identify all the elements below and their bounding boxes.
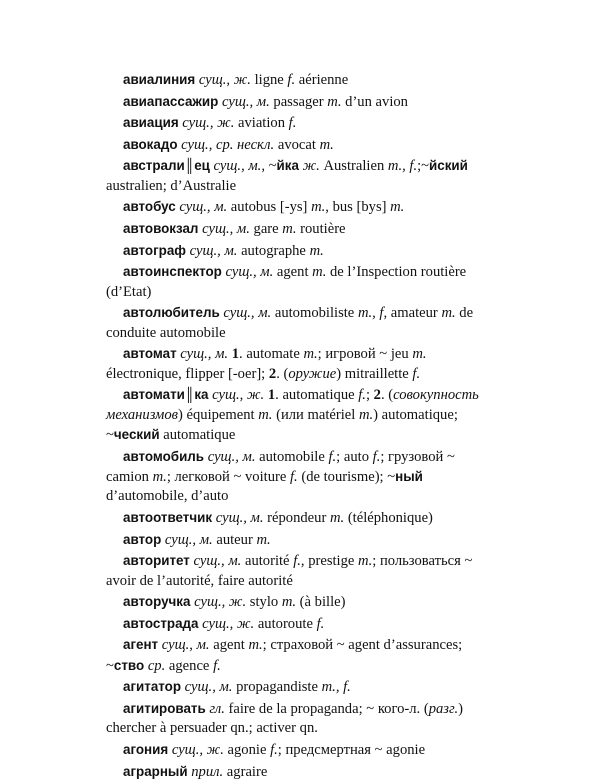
headword: агитатор bbox=[123, 679, 182, 695]
headword: авиация bbox=[123, 115, 179, 131]
grammar-label: m. bbox=[282, 220, 297, 237]
entry-text: autorité bbox=[241, 553, 294, 570]
grammar-label: m., f bbox=[357, 305, 384, 322]
dictionary-entry bbox=[106, 385, 501, 445]
entry-text: de conduite automobile bbox=[106, 305, 474, 341]
entry-text: . ( bbox=[380, 387, 394, 404]
grammar-label: m. bbox=[152, 468, 167, 485]
dictionary-entry bbox=[106, 699, 501, 739]
grammar-label: f. bbox=[412, 365, 421, 382]
grammar-label: сущ., м. bbox=[202, 220, 250, 237]
dictionary-entry bbox=[106, 635, 501, 676]
dictionary-entry bbox=[106, 156, 501, 196]
entry-text: (или matériel bbox=[272, 406, 359, 423]
entry-text: auteur bbox=[212, 531, 257, 548]
entry-text: aviation bbox=[234, 115, 289, 132]
sense-number: 2 bbox=[268, 365, 277, 382]
dictionary-entry bbox=[106, 113, 501, 133]
grammar-label: оружие bbox=[288, 365, 337, 382]
grammar-label: сущ., м. bbox=[180, 346, 229, 363]
entry-text: (à bille) bbox=[296, 594, 346, 611]
entry-text: ) automatique; ~ bbox=[106, 406, 458, 443]
headword: авторучка bbox=[123, 594, 191, 610]
entry-text: ) chercher à persuader qn.; activer qn. bbox=[106, 700, 464, 737]
grammar-label: m. bbox=[329, 509, 345, 526]
grammar-label: f. bbox=[288, 115, 297, 132]
entry-text: ) équipement bbox=[178, 406, 259, 423]
sense-number: 1 bbox=[267, 387, 276, 404]
dictionary-entry bbox=[106, 740, 501, 760]
entry-text: autographe bbox=[237, 242, 310, 259]
grammar-label: совокупность механизмов bbox=[106, 387, 479, 423]
headword: автоинспектор bbox=[123, 264, 222, 280]
entry-text: (de tourisme); ~ bbox=[297, 468, 396, 485]
entry-text: ; bbox=[365, 387, 374, 404]
grammar-label: m. bbox=[303, 346, 318, 363]
headword: автограф bbox=[123, 242, 186, 258]
grammar-label: сущ., м. bbox=[189, 242, 238, 259]
entry-text: d’automobile, d’auto bbox=[106, 488, 229, 505]
grammar-label: f. bbox=[270, 741, 278, 758]
grammar-label: m. bbox=[256, 531, 271, 548]
grammar-label: m. bbox=[309, 242, 324, 259]
entry-text: , amateur bbox=[383, 305, 442, 322]
headword: автор bbox=[123, 531, 162, 547]
headword: авокадо bbox=[123, 136, 178, 152]
headword: автомат bbox=[123, 346, 177, 362]
entry-text: . automatique bbox=[275, 387, 359, 404]
headword: авторитет bbox=[123, 553, 190, 569]
entry-text: . ( bbox=[276, 365, 289, 382]
grammar-label: m. bbox=[258, 406, 273, 423]
entry-text: australien; d’Australie bbox=[106, 177, 237, 194]
headword: авиапассажир bbox=[123, 93, 219, 109]
entry-text: de l’Inspection routière (d’Etat) bbox=[106, 264, 467, 300]
grammar-label: f. bbox=[372, 448, 381, 465]
grammar-label: f. bbox=[213, 657, 221, 674]
grammar-label: m., f. bbox=[321, 679, 351, 696]
entry-text: , ~ bbox=[261, 158, 277, 175]
dictionary-entry bbox=[106, 92, 501, 112]
dictionary-entry bbox=[106, 677, 501, 697]
headword: ческий bbox=[113, 426, 160, 442]
entry-text: ; грузовой ~ camion bbox=[106, 448, 455, 485]
entry-text: , bus [bys] bbox=[325, 199, 391, 216]
grammar-label: сущ., ж. bbox=[194, 594, 247, 611]
grammar-label: гл. bbox=[209, 700, 225, 717]
headword: автострада bbox=[123, 615, 199, 631]
grammar-label: f. bbox=[289, 468, 298, 485]
grammar-label: сущ., м. bbox=[161, 637, 210, 654]
grammar-label: сущ., м. bbox=[221, 93, 270, 110]
grammar-label: сущ., ж. bbox=[182, 115, 235, 132]
grammar-label: f. bbox=[316, 615, 325, 632]
entry-text: répondeur bbox=[263, 509, 330, 526]
grammar-label: m. bbox=[311, 199, 326, 216]
headword: ный bbox=[395, 468, 423, 484]
grammar-label: m. bbox=[441, 305, 456, 322]
grammar-label: m. bbox=[319, 136, 334, 153]
dictionary-entry bbox=[106, 762, 501, 782]
entry-text: passager bbox=[269, 93, 328, 110]
grammar-label: сущ., м. bbox=[179, 199, 228, 216]
grammar-label: f. bbox=[293, 553, 301, 570]
dictionary-entry bbox=[106, 70, 501, 90]
entry-text: autoroute bbox=[254, 615, 317, 632]
entry-text: agonie bbox=[223, 741, 271, 758]
entry-text: aérienne bbox=[295, 72, 349, 88]
grammar-label: сущ., м. bbox=[223, 305, 272, 322]
dictionary-entry bbox=[106, 262, 501, 302]
entry-text: (téléphonique) bbox=[344, 509, 433, 526]
entry-text: faire de la propaganda; ~ кого-л. ( bbox=[224, 700, 429, 717]
entry-text: d’un avion bbox=[341, 93, 408, 110]
entry-list bbox=[106, 70, 501, 783]
headword: йка bbox=[276, 158, 299, 174]
entry-text: agraire bbox=[223, 763, 268, 780]
entry-text: agent bbox=[209, 637, 249, 654]
entry-text: gare bbox=[249, 220, 283, 237]
headword: автомати║ка bbox=[123, 387, 209, 403]
entry-text: ) mitraillette bbox=[336, 365, 413, 382]
headword: автоответчик bbox=[123, 509, 213, 525]
grammar-label: сущ., м. bbox=[207, 448, 256, 465]
headword: аграрный bbox=[123, 763, 188, 779]
grammar-label: разг. bbox=[428, 700, 459, 717]
headword: авиалиния bbox=[123, 72, 196, 87]
grammar-label: m., f. bbox=[387, 158, 418, 175]
grammar-label: сущ., ж. bbox=[212, 387, 265, 404]
grammar-label: m. bbox=[412, 346, 427, 363]
entry-text: automobile bbox=[255, 448, 329, 465]
grammar-label: сущ., ср. нескл. bbox=[181, 136, 275, 153]
grammar-label: сущ., ж. bbox=[171, 741, 224, 758]
grammar-label: m. bbox=[248, 637, 263, 654]
grammar-label: сущ., ж. bbox=[202, 615, 255, 632]
entry-text: avocat bbox=[274, 136, 320, 153]
entry-text: . automate bbox=[239, 346, 304, 363]
entry-text: automatique bbox=[159, 426, 236, 443]
dictionary-entry bbox=[106, 241, 501, 261]
grammar-label: сущ., ж. bbox=[198, 72, 251, 88]
grammar-label: сущ., м. bbox=[225, 264, 274, 281]
headword: автомобиль bbox=[123, 448, 205, 464]
entry-text: agence bbox=[165, 657, 214, 674]
dictionary-entry bbox=[106, 219, 501, 239]
entry-text: ; предсмертная ~ agonie bbox=[277, 741, 426, 758]
entry-text: stylo bbox=[246, 594, 282, 611]
grammar-label: сущ., м. bbox=[184, 679, 233, 696]
entry-text: ; auto bbox=[336, 448, 373, 465]
entry-text: Australien bbox=[319, 158, 388, 175]
dictionary-entry bbox=[106, 447, 501, 507]
dictionary-entry bbox=[106, 508, 501, 528]
dictionary-entry bbox=[106, 303, 501, 343]
grammar-label: сущ., м. bbox=[213, 158, 262, 175]
headword: агент bbox=[123, 637, 159, 653]
grammar-label: сущ., м. bbox=[215, 509, 264, 526]
grammar-label: сущ., м. bbox=[193, 553, 242, 570]
grammar-label: ж. bbox=[302, 158, 320, 175]
dictionary-entry bbox=[106, 344, 501, 384]
dictionary-entry bbox=[106, 592, 501, 612]
entry-text: automobiliste bbox=[271, 305, 358, 322]
entry-text: ;~ bbox=[417, 158, 430, 175]
entry-text: routière bbox=[296, 220, 346, 237]
dictionary-entry bbox=[106, 135, 501, 155]
entry-text: électronique, flipper [-oer]; bbox=[106, 365, 269, 382]
headword: автовокзал bbox=[123, 220, 199, 236]
grammar-label: m. bbox=[327, 93, 342, 110]
grammar-label: сущ., м. bbox=[164, 531, 213, 548]
entry-text: ; игровой ~ jeu bbox=[317, 346, 413, 363]
headword: ство bbox=[113, 657, 145, 673]
dictionary-entry bbox=[106, 197, 501, 217]
headword: агония bbox=[123, 741, 169, 757]
grammar-label: m. bbox=[281, 594, 297, 611]
grammar-label: прил. bbox=[191, 763, 224, 780]
grammar-label: m. bbox=[358, 553, 373, 570]
dictionary-entry bbox=[106, 614, 501, 634]
sense-number: 2 bbox=[373, 387, 381, 404]
grammar-label: m. bbox=[358, 406, 374, 423]
entry-text: ; страховой ~ agent d’assurances; ~ bbox=[106, 637, 463, 674]
entry-text: ; легковой ~ voiture bbox=[166, 468, 290, 485]
grammar-label: f. bbox=[287, 72, 296, 88]
entry-text: ligne bbox=[250, 72, 288, 88]
entry-text: propagandiste bbox=[232, 679, 322, 696]
headword: автолюбитель bbox=[123, 305, 220, 321]
grammar-label: f. bbox=[328, 448, 337, 465]
dictionary-entry bbox=[106, 530, 501, 550]
grammar-label: f. bbox=[358, 387, 366, 404]
entry-text: ; пользоваться ~ avoir de l’autorité, faire autorité bbox=[106, 553, 473, 589]
grammar-label: m. bbox=[312, 264, 327, 281]
headword: автобус bbox=[123, 199, 176, 215]
entry-text: autobus [-ys] bbox=[227, 199, 312, 216]
grammar-label: m. bbox=[390, 199, 405, 216]
entry-text: agent bbox=[273, 264, 313, 281]
headword: агитировать bbox=[123, 700, 206, 716]
sense-number: 1 bbox=[231, 346, 240, 363]
headword: австрали║ец bbox=[123, 158, 210, 174]
headword: йский bbox=[429, 158, 468, 174]
grammar-label: ср. bbox=[147, 657, 166, 674]
entry-text: , prestige bbox=[300, 553, 359, 570]
dictionary-entry bbox=[106, 551, 501, 591]
